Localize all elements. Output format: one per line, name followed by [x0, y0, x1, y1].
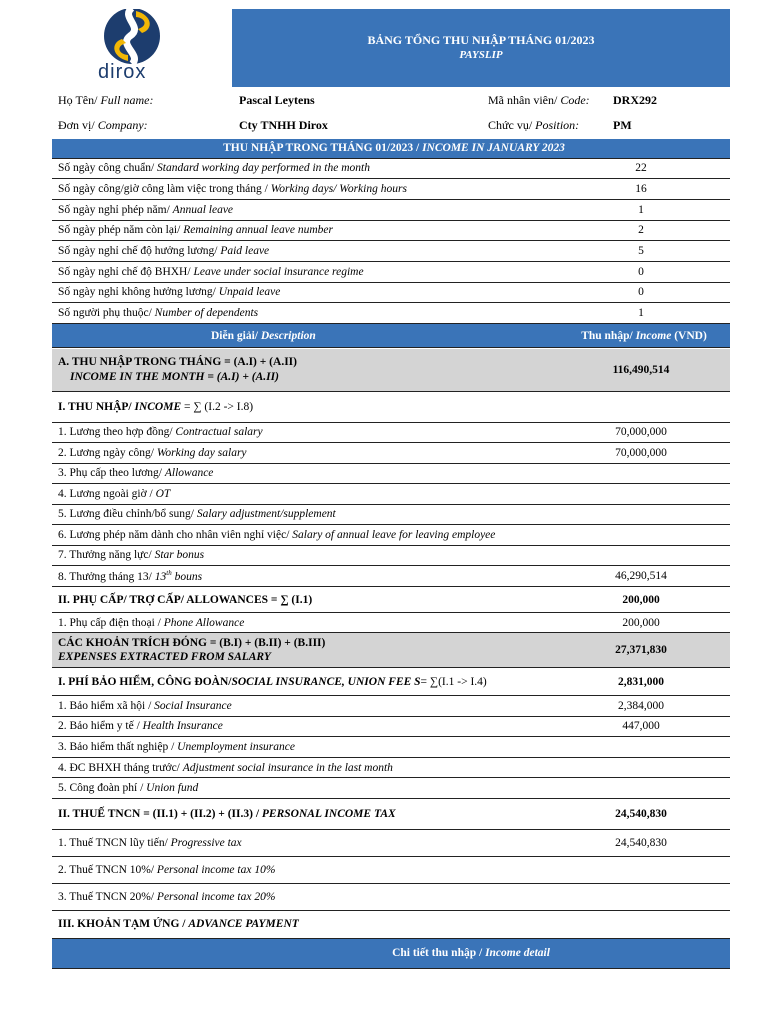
- income-item-label-en: Salary of annual leave for leaving employee: [292, 528, 496, 541]
- tax-item-row: [52, 856, 730, 883]
- income-item-row: [52, 443, 730, 464]
- attendance-value: 1: [552, 199, 730, 220]
- allowances-title-row: [52, 587, 730, 613]
- insurance-item-value: [552, 737, 730, 758]
- attendance-row: [52, 303, 730, 324]
- description-column-header: Diễn giải/ Description: [52, 324, 552, 348]
- attendance-label-en: Number of dependents: [154, 307, 259, 320]
- employee-info-row-2: [52, 112, 730, 138]
- insurance-item-row: [52, 757, 730, 778]
- income-item-label-en: Contractual salary: [175, 426, 263, 439]
- payslip-subtitle: PAYSLIP: [459, 49, 503, 61]
- insurance-title-row: I. PHÍ BẢO HIỂM, CÔNG ĐOÀN/SOCIAL INSURANCE, UNION FEE S= ∑(I.1 -> I.4) 2,831,000: [52, 668, 730, 696]
- income-table: [52, 349, 730, 969]
- logo-wordmark: dirox: [98, 61, 147, 83]
- attendance-label-vi: Số ngày nghỉ không hưởng lương/: [58, 286, 216, 299]
- income-item-row: [52, 463, 730, 484]
- allowance-item-label-en: Phone Allowance: [163, 616, 245, 629]
- section-b-value: 27,371,830: [552, 633, 730, 668]
- attendance-table: [52, 139, 730, 348]
- income-item-label-vi: 7. Thưởng năng lực/: [58, 549, 152, 562]
- income-item-row: [52, 545, 730, 566]
- section-b-row: [52, 633, 730, 668]
- income-item-row: [52, 422, 730, 443]
- income-item-label-vi: 1. Lương theo hợp đồng/: [58, 426, 173, 439]
- income-title-row: I. THU NHẬP/ INCOME = ∑ (I.2 -> I.8): [52, 391, 730, 422]
- attendance-label-vi: Số ngày nghỉ chế độ BHXH/: [58, 265, 191, 278]
- payslip-title: BẢNG TỔNG THU NHẬP THÁNG 01/2023: [367, 33, 595, 47]
- income-item-row: 8. Thưởng tháng 13/ 13th bouns 46,290,514: [52, 566, 730, 587]
- attendance-row: [52, 282, 730, 303]
- income-item-label-en: Working day salary: [156, 446, 247, 459]
- section-a-title: A. THU NHẬP TRONG THÁNG = (A.I) + (A.II): [58, 355, 297, 368]
- attendance-label-en: Remaining annual leave number: [183, 224, 333, 237]
- insurance-value: 2,831,000: [552, 668, 730, 696]
- tax-item-label-vi: 3. Thuế TNCN 20%/: [58, 890, 155, 903]
- company-value: Cty TNHH Dirox: [239, 118, 328, 132]
- attendance-value: 0: [552, 261, 730, 282]
- insurance-item-label-vi: 3. Bảo hiểm thất nghiệp /: [58, 740, 175, 753]
- attendance-row: [52, 261, 730, 282]
- income-column-header: Thu nhập/ Income (VND): [552, 324, 730, 348]
- code-label: Mã nhân viên/ Code:: [488, 93, 590, 107]
- section-a-title-en: INCOME IN THE MONTH = (A.I) + (A.II): [70, 370, 279, 383]
- attendance-value: 2: [552, 220, 730, 241]
- tax-item-label-vi: 1. Thuế TNCN lũy tiến/: [58, 836, 168, 849]
- tax-title-row: II. THUẾ TNCN = (II.1) + (II.2) + (II.3) / PERSONAL INCOME TAX 24,540,830: [52, 798, 730, 829]
- tax-item-value: [552, 883, 730, 910]
- attendance-label-vi: Số ngày công/giờ công làm việc trong tháng /: [58, 183, 268, 196]
- insurance-item-label-en: Social Insurance: [154, 699, 232, 712]
- column-header-row: [52, 324, 730, 348]
- income-item-label-vi: 2. Lương ngày công/: [58, 446, 154, 459]
- allowance-item-row: [52, 613, 730, 633]
- income-item-label-en: Star bonus: [154, 549, 205, 562]
- attendance-value: 16: [552, 179, 730, 200]
- tax-item-row: [52, 883, 730, 910]
- attendance-value: 1: [552, 303, 730, 324]
- insurance-item-label-en: Adjustment social insurance in the last month: [182, 761, 393, 774]
- income-item-label-vi: 5. Lương điều chỉnh/bổ sung/: [58, 508, 194, 521]
- attendance-heading: THU NHẬP TRONG THÁNG 01/2023 / INCOME IN JANUARY 2023: [52, 139, 730, 158]
- full-name-label: Họ Tên/ Full name:: [58, 93, 154, 107]
- tax-item-label-en: Progressive tax: [170, 836, 242, 849]
- attendance-label-en: Paid leave: [220, 245, 270, 258]
- title-box: [232, 9, 730, 87]
- section-b-title: CÁC KHOẢN TRÍCH ĐÓNG = (B.I) + (B.II) + (B.III): [58, 637, 326, 649]
- tax-item-value: [552, 856, 730, 883]
- income-detail-row: Chi tiết thu nhập / Income detail: [52, 938, 730, 968]
- income-item-label-vi: 4. Lương ngoài giờ /: [58, 487, 153, 500]
- allowances-title: II. PHỤ CẤP/ TRỢ CẤP/ ALLOWANCES = ∑ (I.1): [52, 587, 552, 613]
- insurance-item-row: [52, 778, 730, 799]
- attendance-row: [52, 241, 730, 262]
- income-item-label-vi: 3. Phụ cấp theo lương/: [58, 467, 162, 480]
- income-item-value: [552, 545, 730, 566]
- insurance-item-row: [52, 737, 730, 758]
- income-item-row: [52, 525, 730, 546]
- attendance-label-vi: Số người phụ thuộc/: [58, 307, 152, 320]
- income-item-value: [552, 504, 730, 525]
- income-item-row: [52, 484, 730, 505]
- insurance-item-row: [52, 716, 730, 737]
- tax-value: 24,540,830: [552, 798, 730, 829]
- allowances-value: 200,000: [552, 587, 730, 613]
- tax-item-label-en: Personal income tax 10%: [156, 863, 276, 876]
- insurance-item-label-en: Unemployment insurance: [177, 740, 295, 753]
- insurance-item-row: [52, 696, 730, 717]
- allowance-item-value: 200,000: [552, 613, 730, 633]
- attendance-label-en: Unpaid leave: [218, 286, 281, 299]
- attendance-label-vi: Số ngày công chuẩn/: [58, 162, 155, 175]
- position-label: Chức vụ/ Position:: [488, 118, 580, 132]
- tax-item-value: 24,540,830: [552, 829, 730, 856]
- attendance-label-vi: Số ngày phép năm còn lại/: [58, 224, 181, 237]
- insurance-item-value: [552, 778, 730, 799]
- income-item-value: [552, 463, 730, 484]
- insurance-item-label-en: Health Insurance: [142, 720, 223, 733]
- attendance-label-en: Leave under social insurance regime: [193, 265, 364, 278]
- employee-info-row-1: [52, 87, 730, 113]
- attendance-value: 0: [552, 282, 730, 303]
- income-item-row: [52, 504, 730, 525]
- income-item-value: 70,000,000: [552, 443, 730, 464]
- income-item-value: [552, 484, 730, 505]
- income-item-label-en: Allowance: [164, 467, 214, 480]
- attendance-label-vi: Số ngày nghỉ chế độ hưởng lương/: [58, 245, 218, 258]
- tax-item-row: [52, 829, 730, 856]
- income-item-label-en: bouns: [174, 570, 203, 583]
- position-value: PM: [613, 118, 632, 132]
- section-a-row: [52, 349, 730, 391]
- attendance-value: 22: [552, 158, 730, 179]
- attendance-label-en: Annual leave: [172, 203, 234, 216]
- attendance-row: [52, 158, 730, 179]
- advance-title-row: III. KHOẢN TẠM ỨNG / ADVANCE PAYMENT: [52, 910, 730, 938]
- attendance-label-en: Working days/ Working hours: [270, 183, 407, 196]
- income-item-label-en: OT: [155, 487, 171, 500]
- attendance-value: 5: [552, 241, 730, 262]
- income-item-label-vi: 8. Thưởng tháng 13/: [58, 570, 152, 583]
- insurance-item-label-en: Union fund: [146, 782, 199, 795]
- income-item-label-vi: 6. Lương phép năm dành cho nhân viên nghỉ việc/: [58, 528, 290, 541]
- insurance-item-value: 447,000: [552, 716, 730, 737]
- attendance-row: [52, 199, 730, 220]
- insurance-item-label-vi: 1. Bảo hiểm xã hội /: [58, 699, 152, 712]
- payslip-header: [52, 9, 730, 87]
- income-item-value: 46,290,514: [552, 566, 730, 587]
- full-name-value: Pascal Leytens: [239, 93, 315, 107]
- attendance-label-vi: Số ngày nghỉ phép năm/: [58, 203, 170, 216]
- tax-item-label-en: Personal income tax 20%: [156, 890, 276, 903]
- tax-item-label-vi: 2. Thuế TNCN 10%/: [58, 863, 155, 876]
- attendance-row: [52, 220, 730, 241]
- section-b-title-en: EXPENSES EXTRACTED FROM SALARY: [58, 651, 271, 663]
- insurance-item-label-vi: 5. Công đoàn phí /: [58, 782, 144, 795]
- section-a-value: 116,490,514: [552, 349, 730, 391]
- dirox-logo-icon: [52, 9, 232, 69]
- allowance-item-label-vi: 1. Phụ cấp điện thoại /: [58, 616, 161, 629]
- insurance-item-value: 2,384,000: [552, 696, 730, 717]
- insurance-item-label-vi: 2. Bảo hiểm y tế /: [58, 720, 140, 733]
- insurance-item-value: [552, 757, 730, 778]
- code-value: DRX292: [613, 93, 657, 107]
- company-label: Đơn vị/ Company:: [58, 118, 148, 132]
- attendance-row: [52, 179, 730, 200]
- income-item-label-en: Salary adjustment/supplement: [196, 508, 336, 521]
- income-item-value: 70,000,000: [552, 422, 730, 443]
- attendance-label-en: Standard working day performed in the month: [157, 162, 370, 175]
- income-item-value: [552, 525, 730, 546]
- insurance-item-label-vi: 4. ĐC BHXH tháng trước/: [58, 761, 180, 774]
- company-logo: [52, 9, 232, 87]
